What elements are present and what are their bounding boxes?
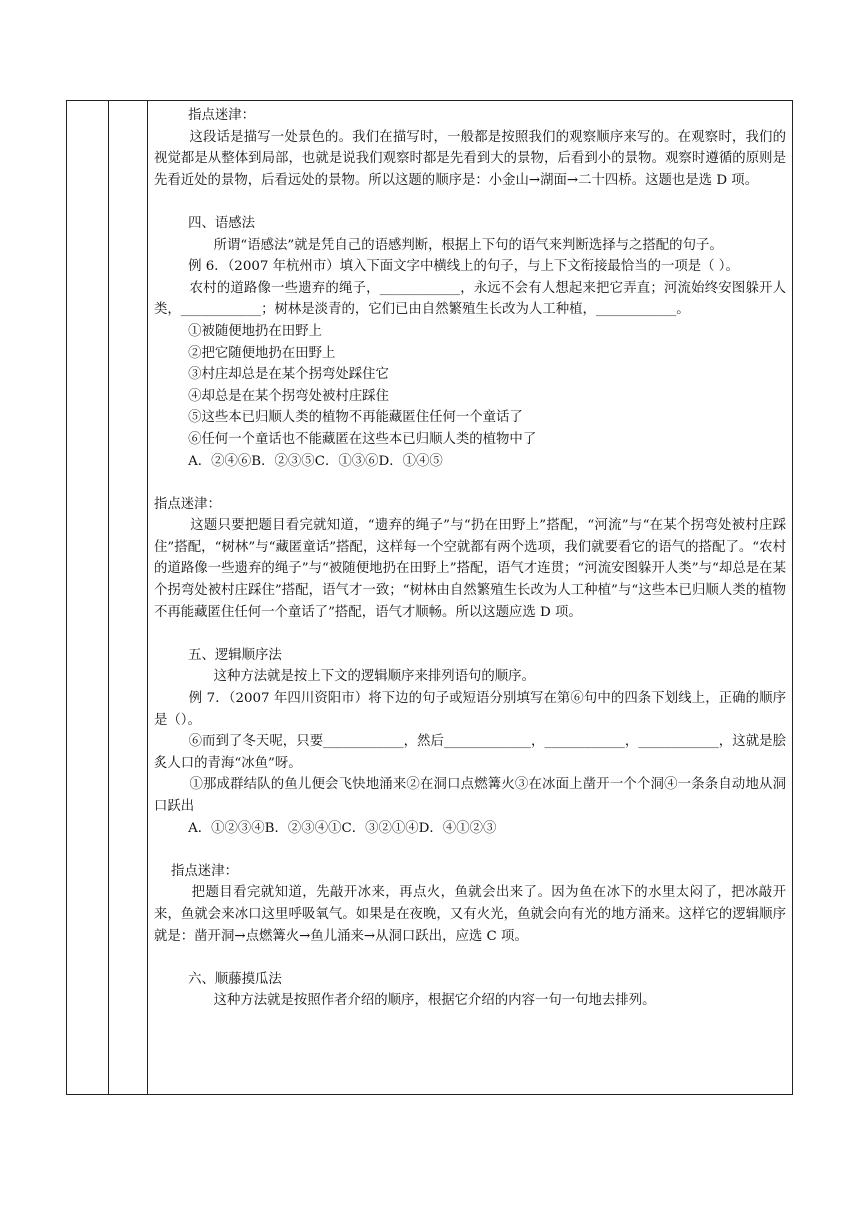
section-heading: 四、语感法 xyxy=(154,215,256,231)
table-column-divider xyxy=(147,101,148,1094)
example-question: 例 6．（2007 年杭州市）填入下面文字中横线上的句子，与上下文衔接最恰当的一项是（ ）。 xyxy=(154,259,739,275)
answer-choices: A．②④⑥B．②③⑤C．①③⑥D．①④⑤ xyxy=(154,453,443,469)
paragraph: 这种方法就是按照作者介绍的顺序，根据它介绍的内容一句一句地去排列。 xyxy=(154,993,656,1009)
section-heading: 五、逻辑顺序法 xyxy=(154,647,282,663)
tip-heading: 指点迷津： xyxy=(154,863,238,879)
option-line: ①那成群结队的鱼儿便会飞快地涌来②在洞口点燃篝火③在冰面上凿开一个个洞④一条条自动地从洞口跃出 xyxy=(154,777,786,814)
example-passage: ⑥而到了冬天呢，只要____________，然后_____________，____________，____________，这就是脍炙人口的青海“冰鱼”呀。 xyxy=(154,734,786,771)
option-line: ⑥任何一个童话也不能藏匿在这些本已归顺人类的植物中了 xyxy=(154,431,537,447)
example-question: 例 7．（2007 年四川资阳市）将下边的句子或短语分别填写在第⑥句中的四条下划线上，正确的顺序是（）。 xyxy=(154,691,786,728)
section-heading: 六、顺藤摸瓜法 xyxy=(154,971,282,987)
paragraph: 这种方法就是按上下文的逻辑顺序来排列语句的顺序。 xyxy=(154,669,535,685)
tip-heading: 指点迷津： xyxy=(154,496,221,512)
option-line: ⑤这些本已归顺人类的植物不再能藏匿住任何一个童话了 xyxy=(154,410,523,426)
option-line: ②把它随便地扔在田野上 xyxy=(154,345,336,361)
paragraph: 这段话是描写一处景色的。我们在描写时，一般都是按照我们的观察顺序来写的。在观察时，我们的视觉都是从整体到局部，也就是说我们观察时都是先看到大的景物，后看到小的景物。观察时遵循的原则是先看近处的景物，后看远处的景物。所以这题的顺序是：小金山→湖面→二十四桥。这题也是选 D 项。 xyxy=(154,129,786,188)
blank-line xyxy=(154,623,786,645)
example-passage: 农村的道路像一些遗弃的绳子，____________，永远不会有人想起来把它弄直；河流始终安图躲开人类，____________；树林是淡青的，它们已由自然繁殖生长改为人工种植，____________。 xyxy=(154,280,786,318)
paragraph: 这题只要把题目看完就知道，“遗弃的绳子”与“扔在田野上”搭配，“河流”与“在某个拐弯处被村庄踩住”搭配，“树林”与“藏匿童话”搭配，这样每一个空就都有两个选项，我们就要看它的语气的搭配了。“农村的道路像一些遗弃的绳子”与“被随便地扔在田野上”搭配，语气才连贯；“河流安图躲开人类”与“却总是在某个拐弯处被村庄踩住”搭配，语气才一致；“树林由自然繁殖生长改为人工种植”与“这些本已归顺人类的植物不再能藏匿住任何一个童话了”搭配，语气才顺畅。所以这题应选 D 项。 xyxy=(154,518,786,620)
table-column-divider xyxy=(108,101,109,1094)
blank-line xyxy=(154,947,786,969)
option-line: ①被随便地扔在田野上 xyxy=(154,323,322,339)
paragraph: 所谓“语感法”就是凭自己的语感判断，根据上下句的语气来判断选择与之搭配的句子。 xyxy=(154,237,723,253)
lesson-table xyxy=(66,100,793,1095)
blank-line xyxy=(154,472,786,494)
option-line: ③村庄却总是在某个拐弯处踩住它 xyxy=(154,367,389,383)
blank-line xyxy=(154,191,786,213)
option-line: ④却总是在某个拐弯处被村庄踩住 xyxy=(154,388,389,404)
answer-choices: A．①②③④B．②③④①C．③②①④D．④①②③ xyxy=(154,820,497,836)
paragraph: 把题目看完就知道，先敲开冰来，再点火，鱼就会出来了。因为鱼在冰下的水里太闷了，把冰敲开来，鱼就会来冰口这里呼吸氧气。如果是在夜晚，又有火光，鱼就会向有光的地方涌来。这样它的逻辑顺序就是：凿开洞→点燃篝火→鱼儿涌来→从洞口跃出，应选 C 项。 xyxy=(154,885,787,944)
blank-line xyxy=(154,839,786,861)
tip-heading: 指点迷津： xyxy=(154,108,256,123)
lesson-content-cell xyxy=(154,105,786,1012)
